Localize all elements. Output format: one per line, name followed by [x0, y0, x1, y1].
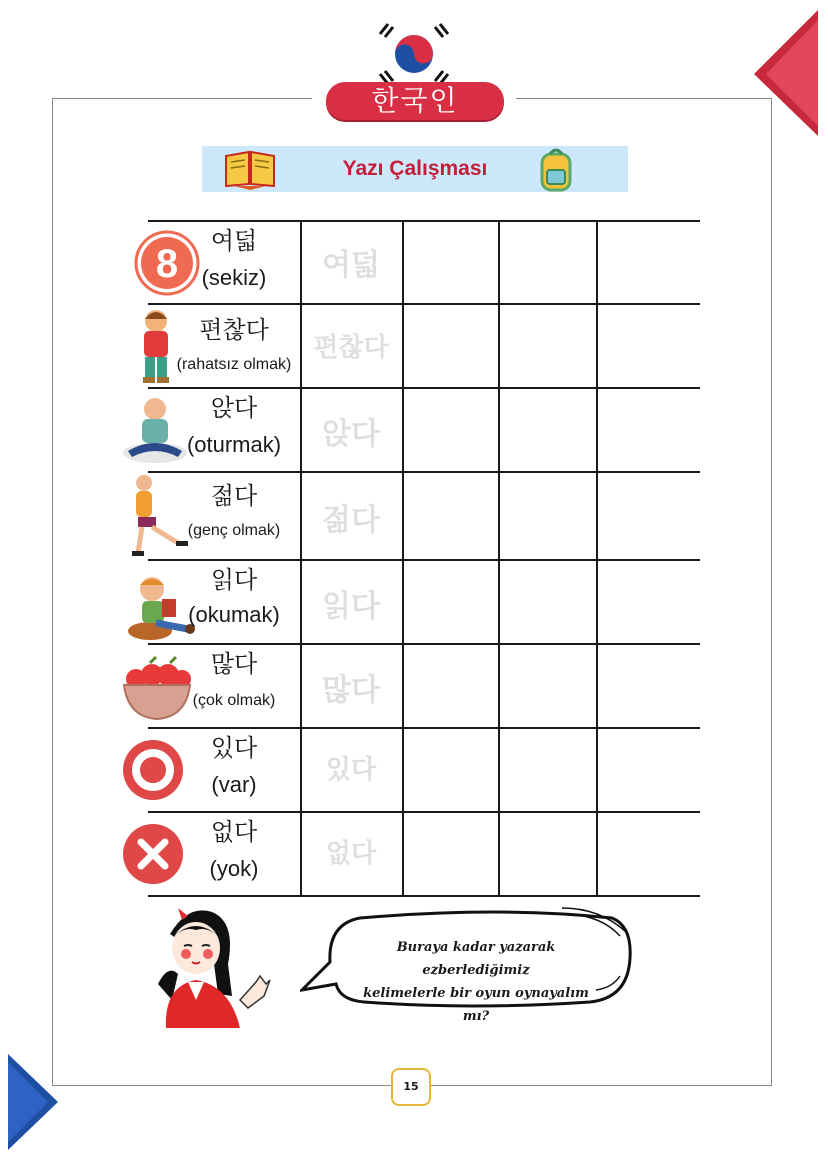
turkish-meaning: (var): [211, 772, 257, 797]
list-item: [148, 303, 700, 387]
turkish-meaning: (rahatsız olmak): [176, 356, 292, 373]
list-item: [148, 643, 700, 727]
trace-word: 많다: [322, 673, 380, 708]
turkish-meaning: (sekiz): [201, 265, 267, 290]
section-banner: [202, 146, 628, 192]
korean-word: 편찮다: [199, 316, 269, 344]
page-number: 15: [391, 1068, 431, 1106]
page-title: 한국인: [326, 82, 504, 120]
korean-word: 여덟: [210, 227, 258, 255]
turkish-meaning: (çok olmak): [192, 692, 276, 709]
writing-grid: [148, 220, 700, 896]
trace-word: 편찮다: [313, 333, 389, 363]
korean-word: 많다: [210, 650, 258, 678]
backpack-icon: [536, 146, 576, 192]
trace-word: 있다: [325, 755, 377, 785]
turkish-meaning: (genç olmak): [187, 522, 281, 539]
trace-word: 읽다: [322, 589, 380, 624]
list-item: [148, 471, 700, 559]
banner-title: Yazı Çalışması: [342, 157, 488, 180]
girl-character-icon: [148, 904, 274, 1028]
list-item: [148, 559, 700, 643]
korean-word: 젊다: [210, 482, 258, 510]
speech-text: Buraya kadar yazarak ezberlediğimiz kelimelerle bir oyun oynayalım mı?: [363, 940, 589, 1024]
trace-word: 앉다: [322, 417, 380, 452]
turkish-meaning: (okumak): [188, 602, 280, 627]
korean-word: 있다: [210, 734, 258, 762]
blue-corner-triangle: [8, 1054, 58, 1150]
turkish-meaning: (yok): [209, 856, 259, 881]
korean-word: 없다: [210, 818, 258, 846]
korean-flag-icon: [376, 22, 452, 86]
list-item: [148, 387, 700, 471]
trace-word: 없다: [325, 839, 377, 869]
svg-text:8: 8: [155, 242, 179, 286]
korean-word: 앉다: [210, 394, 258, 422]
turkish-meaning: (oturmak): [186, 432, 282, 457]
list-item: [148, 727, 700, 811]
trace-word: 여덟: [322, 248, 380, 283]
list-item: [148, 811, 700, 895]
trace-word: 젊다: [322, 503, 380, 538]
list-item: [148, 220, 700, 303]
korean-word: 읽다: [210, 566, 258, 594]
